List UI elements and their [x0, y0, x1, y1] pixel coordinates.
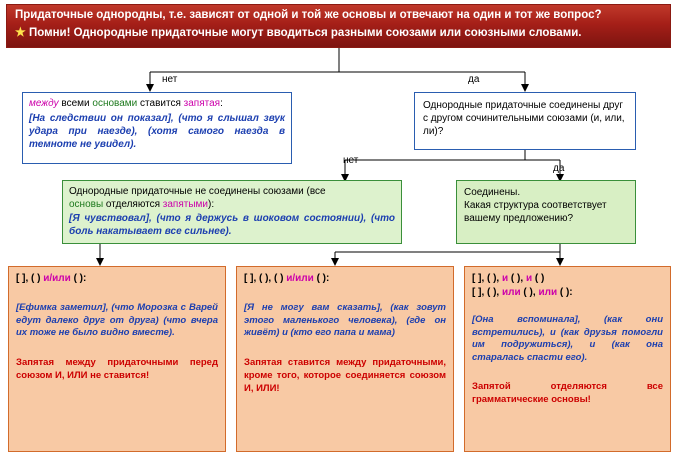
word-osnovami: основами	[92, 98, 138, 109]
word-zapyataya: запятая	[183, 98, 221, 109]
card-1-example: [Ефимка заметил], (что Морозка с Варей едут далеко друг от друга) (что вчера их тоже не было видно вместе).	[16, 302, 218, 338]
header-banner	[6, 4, 671, 48]
card-3-scheme-line-1	[472, 272, 663, 286]
label-yes-1: да	[468, 74, 480, 85]
star-icon: ★	[15, 25, 26, 39]
card-3-example: [Она вспоминала], (как они встретились), и (как друзья помогли им подружиться), и (как она старалась спасти его).	[472, 314, 663, 363]
word-osnovy: основы	[69, 199, 104, 210]
label-no-2: нет	[343, 155, 359, 166]
header-line-2	[15, 25, 664, 40]
word-stavitsya: ставится	[137, 98, 184, 109]
box-left-top-line1	[29, 97, 285, 110]
card-2-scheme-conj: и/или	[286, 273, 314, 284]
box-mid-left-example: [Я чувствовал], (что я держусь в шоковом состоянии), (что боль накатывает все сильнее).	[69, 213, 395, 237]
card-3-scheme-pre: [ ], ( ),	[472, 273, 502, 284]
card-variant-2	[236, 266, 454, 452]
box-right-top	[414, 92, 636, 150]
card-3-scheme-mid: ( ),	[508, 273, 526, 284]
card-3-scheme2-conj-2: или	[538, 287, 558, 298]
header-line-1: Придаточные однородны, т.е. зависят от одной и той же основы и отвечают на один и тот же вопрос?	[15, 9, 602, 21]
box-mid-left	[62, 180, 402, 244]
box-mid-right-line2: Какая структура соответствует	[464, 200, 607, 211]
box-mid-right-line3: вашему предложению?	[464, 213, 574, 224]
card-1-scheme-post: ( ):	[70, 273, 87, 284]
box-mid-left-line1: Однородные придаточные не соединены союзами (все	[69, 186, 326, 197]
card-3-scheme-line-2	[472, 286, 663, 300]
card-2-note: Запятая ставится между придаточными, кроме того, которое соединяется союзом И, ИЛИ!	[244, 356, 446, 394]
word-mezhdu: между	[29, 98, 59, 109]
card-1-note: Запятая между придаточными перед союзом И, ИЛИ не ставится!	[16, 356, 218, 381]
word-otdelyayutsya: отделяются	[103, 199, 163, 210]
card-3-scheme2-mid: ( ),	[520, 287, 539, 298]
card-2-scheme-post: ( ):	[313, 273, 330, 284]
label-yes-2: да	[553, 163, 565, 174]
card-1-scheme-pre: [ ], ( )	[16, 273, 44, 284]
card-3-scheme-post: ( )	[532, 273, 545, 284]
card-variant-3	[464, 266, 671, 452]
card-3-scheme2-post: ( ):	[557, 287, 573, 298]
box-mid-left-line2	[69, 198, 395, 211]
header-line-2-text: Помни! Однородные придаточные могут вводиться разными союзами или союзными словами.	[28, 27, 582, 39]
word-zapyatymi: запятыми	[162, 199, 208, 210]
card-1-scheme	[16, 272, 218, 286]
card-2-scheme	[244, 272, 446, 286]
card-2-example: [Я не могу вам сказать], (как зовут этого маленького человека), (где он живёт) и (кто его папа и мама)	[244, 302, 446, 338]
box-right-top-text: Однородные придаточные соединены друг с другом сочинительными союзами (и, или, ли)?	[423, 100, 625, 137]
word-vsemi: всеми	[58, 98, 93, 109]
card-1-scheme-conj: и/или	[43, 273, 71, 284]
word-paren: ):	[208, 199, 215, 210]
word-colon: :	[220, 98, 223, 109]
box-left-top-example: [На следствии он показал], (что я слышал звук удара при наезде), (хотя самого наезда в темноте не увидел).	[29, 113, 285, 150]
card-2-scheme-pre: [ ], ( ), ( )	[244, 273, 287, 284]
card-3-note: Запятой отделяются все грамматические основы!	[472, 381, 663, 405]
box-mid-right-line1: Соединены.	[464, 187, 521, 198]
label-no-1: нет	[162, 74, 178, 85]
card-3-scheme2-conj-1: или	[502, 287, 521, 298]
box-mid-right	[456, 180, 636, 244]
card-3-scheme-conj-2: и	[525, 273, 533, 284]
box-left-top	[22, 92, 292, 164]
card-variant-1	[8, 266, 226, 452]
card-3-scheme-conj-1: и	[502, 273, 509, 284]
card-3-scheme2-pre: [ ], ( ),	[472, 287, 502, 298]
